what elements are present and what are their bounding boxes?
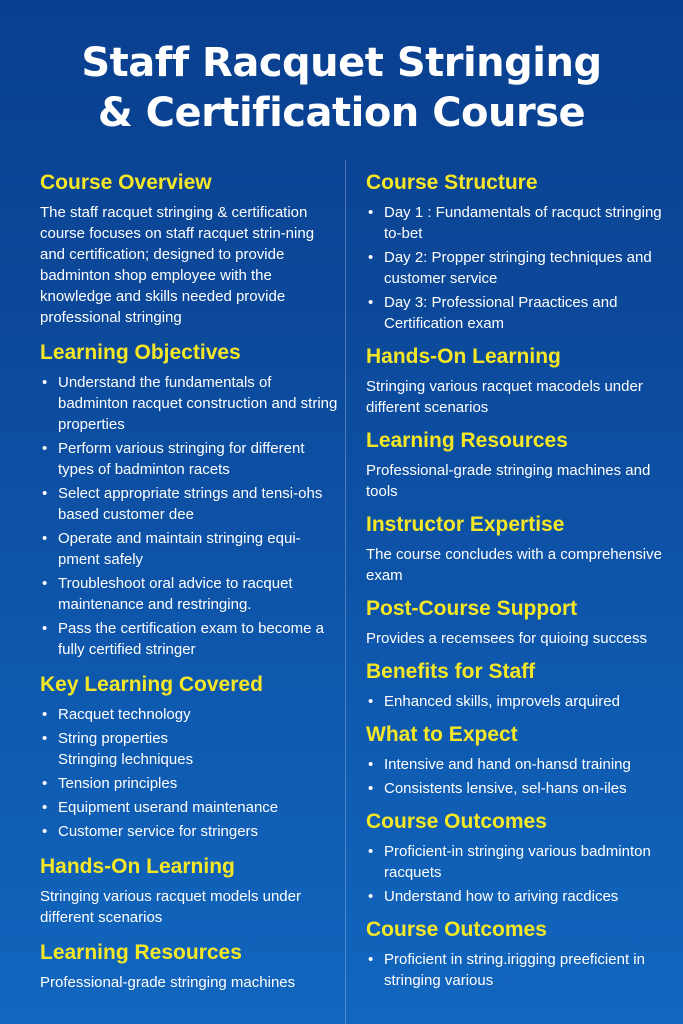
section-heading: Learning Objectives: [40, 341, 241, 364]
list-item: • Select appropriate strings and tensi-ohs based customer dee: [42, 485, 323, 523]
list-item: • Troubleshoot oral advice to racquet maintenance and restringing.: [42, 575, 293, 613]
section-text: Stringing various racquet macodels under different scenarios: [366, 378, 643, 416]
section-heading: Instructor Expertise: [366, 513, 565, 536]
bullet-icon: •: [42, 823, 48, 840]
bullet-icon: •: [42, 799, 48, 816]
section-heading: Course Structure: [366, 171, 538, 194]
bullet-icon: •: [368, 204, 374, 221]
list-item: • Day 3: Professional Praactices and Certification exam: [368, 294, 618, 332]
bullet-icon: •: [42, 530, 48, 547]
bullet-icon: •: [368, 843, 374, 860]
section-text: Professional-grade stringing machines and tools: [366, 462, 651, 500]
section-course-overview: [40, 170, 340, 328]
section-text: Stringing various racquet models under different scenarios: [40, 888, 301, 926]
benefits-list: [366, 691, 671, 712]
title-line-2: & Certification Course: [97, 90, 586, 136]
section-learning-objectives: [40, 340, 340, 660]
section-heading: Course Overview: [40, 171, 212, 194]
section-course-structure: [366, 170, 671, 334]
section-what-to-expect: [366, 722, 671, 799]
list-item: • Perform various stringing for different types of badminton racets: [42, 440, 305, 478]
structure-list: [366, 202, 671, 334]
section-course-outcomes-2: [366, 917, 671, 991]
list-item: • Pass the certification exam to become a fully certified stringer: [42, 620, 324, 658]
section-course-outcomes: [366, 809, 671, 907]
section-benefits-for-staff: [366, 659, 671, 712]
section-learning-resources: [40, 940, 340, 993]
list-item: • Day 2: Propper stringing techniques and customer service: [368, 249, 652, 287]
bullet-icon: •: [42, 730, 48, 747]
left-column: [40, 170, 340, 1005]
list-item: • Understand the fundamentals of badminton racquet construction and string properties: [42, 374, 338, 433]
bullet-icon: •: [42, 374, 48, 391]
section-text: The staff racquet stringing & certification course focuses on staff racquet strin-ning and certification; designed to provide badminton shop employee with the knowledge and skills needed provide professional stringing: [40, 204, 315, 326]
section-key-learning: [40, 672, 340, 842]
bullet-icon: •: [368, 693, 374, 710]
list-item: • Enhanced skills, improvels arquired: [368, 693, 620, 710]
list-item: • Racquet technology: [42, 706, 191, 723]
section-heading: Hands-On Learning: [40, 855, 235, 878]
title-line-1: Staff Racquet Stringing: [81, 40, 602, 86]
section-heading: Course Outcomes: [366, 810, 547, 833]
list-item: Stringing lechniques: [58, 751, 194, 768]
bullet-icon: •: [368, 951, 374, 968]
bullet-icon: •: [42, 620, 48, 637]
objectives-list: [40, 372, 340, 660]
bullet-icon: •: [368, 888, 374, 905]
section-heading: Learning Resources: [366, 429, 568, 452]
expect-list: [366, 754, 671, 799]
list-item: • Tension principles: [42, 775, 178, 792]
list-item: • Operate and maintain stringing equi-pment safely: [42, 530, 301, 568]
bullet-icon: •: [368, 756, 374, 773]
right-column: [366, 170, 671, 1001]
section-hands-on-learning: [366, 344, 671, 418]
key-learning-list: [40, 704, 340, 842]
section-heading: Key Learning Covered: [40, 673, 263, 696]
section-post-course-support: [366, 596, 671, 649]
list-item: • String properties: [42, 730, 169, 747]
section-text: Professional-grade stringing machines: [40, 974, 296, 991]
list-item: • Day 1 : Fundamentals of racquct stringing to-bet: [368, 204, 662, 242]
section-text: Provides a recemsees for quioing success: [366, 630, 647, 647]
list-item: • Consistents lensive, sel-hans on-iles: [368, 780, 627, 797]
section-learning-resources: [366, 428, 671, 502]
list-item: • Proficient in string.irigging preeficient in stringing various: [368, 951, 645, 989]
list-item: • Equipment userand maintenance: [42, 799, 279, 816]
section-heading: Hands-On Learning: [366, 345, 561, 368]
bullet-icon: •: [42, 706, 48, 723]
list-item: • Understand how to ariving racdices: [368, 888, 619, 905]
section-heading: Post-Course Support: [366, 597, 578, 620]
page-title: [0, 0, 683, 138]
bullet-icon: •: [42, 485, 48, 502]
section-hands-on-learning: [40, 854, 340, 928]
section-text: The course concludes with a comprehensive exam: [366, 546, 662, 584]
outcomes-list: [366, 949, 671, 991]
section-heading: Learning Resources: [40, 941, 242, 964]
bullet-icon: •: [368, 780, 374, 797]
bullet-icon: •: [42, 775, 48, 792]
list-item: • Proficient-in stringing various badminton racquets: [368, 843, 651, 881]
section-instructor-expertise: [366, 512, 671, 586]
column-divider: [345, 160, 346, 1024]
list-item: • Intensive and hand on-hansd training: [368, 756, 631, 773]
section-heading: Course Outcomes: [366, 918, 547, 941]
list-item: • Customer service for stringers: [42, 823, 259, 840]
section-heading: Benefits for Staff: [366, 660, 536, 683]
section-heading: What to Expect: [366, 723, 518, 746]
bullet-icon: •: [368, 294, 374, 311]
bullet-icon: •: [368, 249, 374, 266]
bullet-icon: •: [42, 440, 48, 457]
bullet-icon: •: [42, 575, 48, 592]
outcomes-list: [366, 841, 671, 907]
